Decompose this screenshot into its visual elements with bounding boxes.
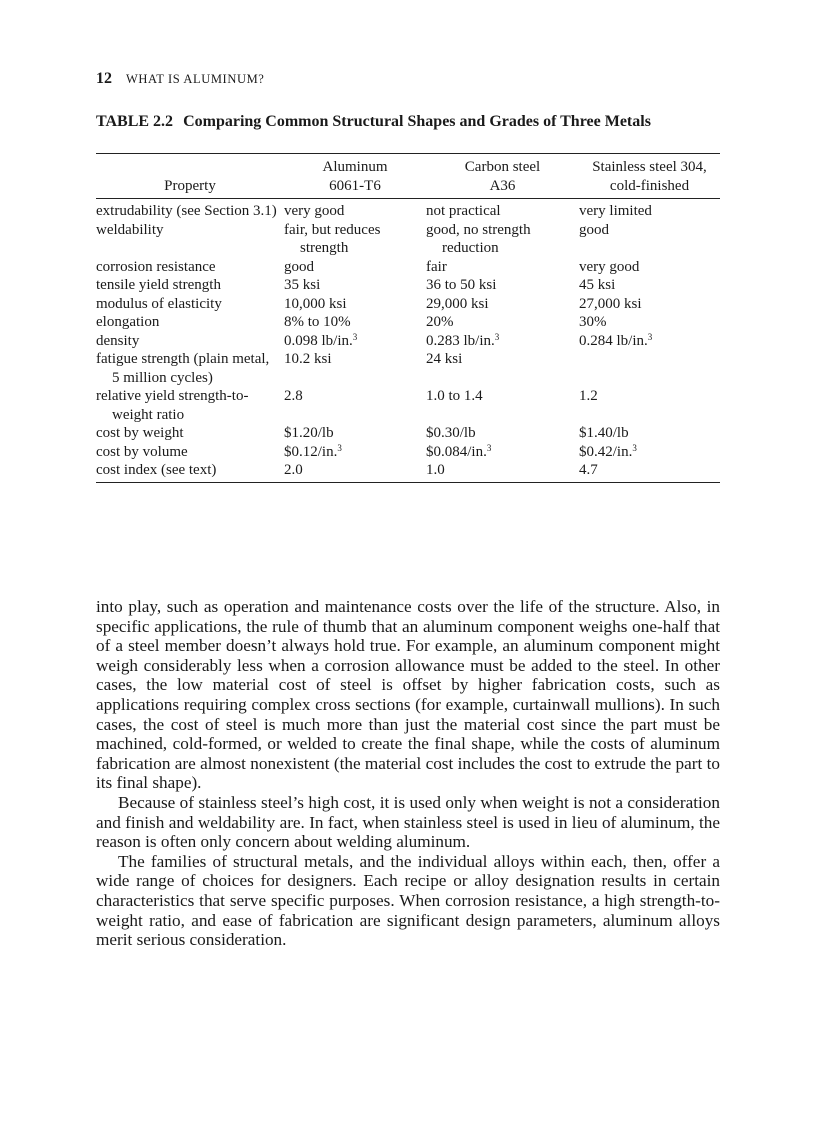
row-property: cost by weight — [96, 425, 184, 441]
cell-carbon-steel: good, no strength reduction — [426, 221, 531, 256]
table-label: TABLE 2.2 — [96, 113, 174, 130]
table-row — [96, 424, 720, 443]
cell-aluminum: 35 ksi — [284, 277, 321, 293]
row-property: density — [96, 332, 140, 349]
cell-stainless-steel: 30% — [579, 314, 607, 330]
row-property: tensile yield strength — [96, 277, 221, 293]
cell-carbon-steel: 24 ksi — [426, 351, 463, 367]
comparison-table — [96, 153, 720, 483]
superscript: 3 — [486, 442, 492, 453]
column-header-stainless-steel: Stainless steel 304, cold-finished — [579, 154, 720, 199]
column-header-aluminum: Aluminum 6061-T6 — [284, 154, 426, 199]
superscript: 3 — [337, 442, 342, 453]
cell-carbon-steel: fair — [426, 258, 447, 275]
cell-carbon-steel: 20% — [426, 314, 454, 330]
table-row — [96, 258, 720, 277]
cell-stainless-steel: 45 ksi — [579, 277, 616, 293]
table-row — [96, 199, 720, 221]
cell-aluminum: 2.8 — [284, 388, 303, 404]
row-property: elongation — [96, 314, 160, 330]
row-property: cost by volume — [96, 443, 188, 460]
table-header — [96, 154, 720, 199]
cell-stainless-steel: very limited — [579, 203, 652, 219]
running-title: WHAT IS ALUMINUM? — [126, 72, 265, 86]
table-body — [96, 199, 720, 483]
table-row — [96, 350, 720, 387]
table-row — [96, 276, 720, 295]
superscript: 3 — [494, 331, 500, 342]
superscript: 3 — [352, 331, 358, 342]
cell-aluminum: 8% to 10% — [284, 314, 351, 330]
cell-stainless-steel: 4.7 — [579, 462, 598, 478]
cell-aluminum: 2.0 — [284, 462, 303, 478]
cell-aluminum: 10,000 ksi — [284, 295, 347, 312]
paragraph: Because of stainless steel’s high cost, it is used only when weight is not a consideration and finish and weldability are. In fact, when stainless steel is used in lieu of aluminum, the reason is often only concern about welding aluminum. — [96, 792, 720, 852]
cell-aluminum: fair, but reduces strength — [284, 221, 381, 256]
cell-carbon-steel: $0.084/in. — [426, 443, 487, 460]
cell-carbon-steel: 29,000 ksi — [426, 295, 489, 312]
table-row — [96, 313, 720, 332]
cell-stainless-steel: 1.2 — [579, 388, 598, 404]
row-property: extrudability (see Section 3.1) — [96, 203, 277, 219]
row-property: corrosion resistance — [96, 258, 216, 275]
cell-carbon-steel: 1.0 to 1.4 — [426, 388, 483, 404]
cell-aluminum: $0.12/in. — [284, 443, 338, 460]
cell-stainless-steel: $1.40/lb — [579, 425, 629, 441]
row-property: cost index (see text) — [96, 462, 217, 478]
table-row — [96, 221, 720, 258]
body-text — [96, 597, 720, 950]
page-header — [96, 70, 264, 88]
cell-carbon-steel: $0.30/lb — [426, 425, 476, 441]
cell-stainless-steel: 0.284 lb/in. — [579, 332, 648, 349]
cell-stainless-steel: good — [579, 221, 609, 238]
cell-aluminum: 10.2 ksi — [284, 351, 332, 367]
cell-carbon-steel: 1.0 — [426, 462, 445, 478]
page-number: 12 — [96, 70, 112, 87]
superscript: 3 — [632, 442, 637, 453]
table-row — [96, 387, 720, 424]
cell-aluminum: $1.20/lb — [284, 425, 334, 441]
table-title: Comparing Common Structural Shapes and Grades of Three Metals — [183, 113, 651, 130]
cell-carbon-steel: 0.283 lb/in. — [426, 332, 495, 349]
column-header-carbon-steel: Carbon steel A36 — [426, 154, 579, 199]
cell-stainless-steel: $0.42/in. — [579, 443, 633, 460]
cell-stainless-steel: very good — [579, 258, 640, 275]
cell-stainless-steel: 27,000 ksi — [579, 295, 642, 312]
table-row — [96, 295, 720, 314]
row-property: relative yield strength-to-weight ratio — [96, 388, 249, 423]
table-row — [96, 461, 720, 482]
cell-aluminum: good — [284, 258, 314, 275]
cell-carbon-steel: 36 to 50 ksi — [426, 277, 497, 293]
superscript: 3 — [647, 331, 653, 342]
table-caption — [96, 112, 720, 131]
paragraph: The families of structural metals, and the individual alloys within each, then, offer a wide range of choices for designers. Each recipe or alloy designation results in certain characteristics that serve specific purposes. When corrosion resistance, a high strength-to-weight ratio, and ease of fabrication are significant design parameters, aluminum alloys merit serious consideration. — [96, 851, 720, 950]
row-property: modulus of elasticity — [96, 295, 222, 312]
paragraph: into play, such as operation and maintenance costs over the life of the structure. Also, in specific applications, the rule of thumb that an aluminum component weighs one-half that of a steel member doesn’t always hold true. For example, an aluminum component might weigh considerably less when a corrosion allowance must be added to the steel. In other cases, the low material cost of steel is offset by higher fabrication costs, such as applications requiring complex cross sections (for example, curtainwall mullions). In such cases, the cost of steel is much more than just the material cost since the part must be machined, cold-formed, or welded to create the final shape, while the costs of aluminum fabrication are almost nonexistent (the material cost includes the cost to extrude the part to its final shape). — [96, 597, 720, 793]
row-property: weldability — [96, 221, 164, 238]
column-header-property: Property — [96, 154, 284, 199]
cell-aluminum: very good — [284, 203, 345, 219]
table-row — [96, 443, 720, 462]
cell-aluminum: 0.098 lb/in. — [284, 332, 353, 349]
table-row — [96, 332, 720, 351]
row-property: fatigue strength (plain metal, 5 million cycles) — [96, 351, 270, 386]
cell-carbon-steel: not practical — [426, 203, 501, 219]
